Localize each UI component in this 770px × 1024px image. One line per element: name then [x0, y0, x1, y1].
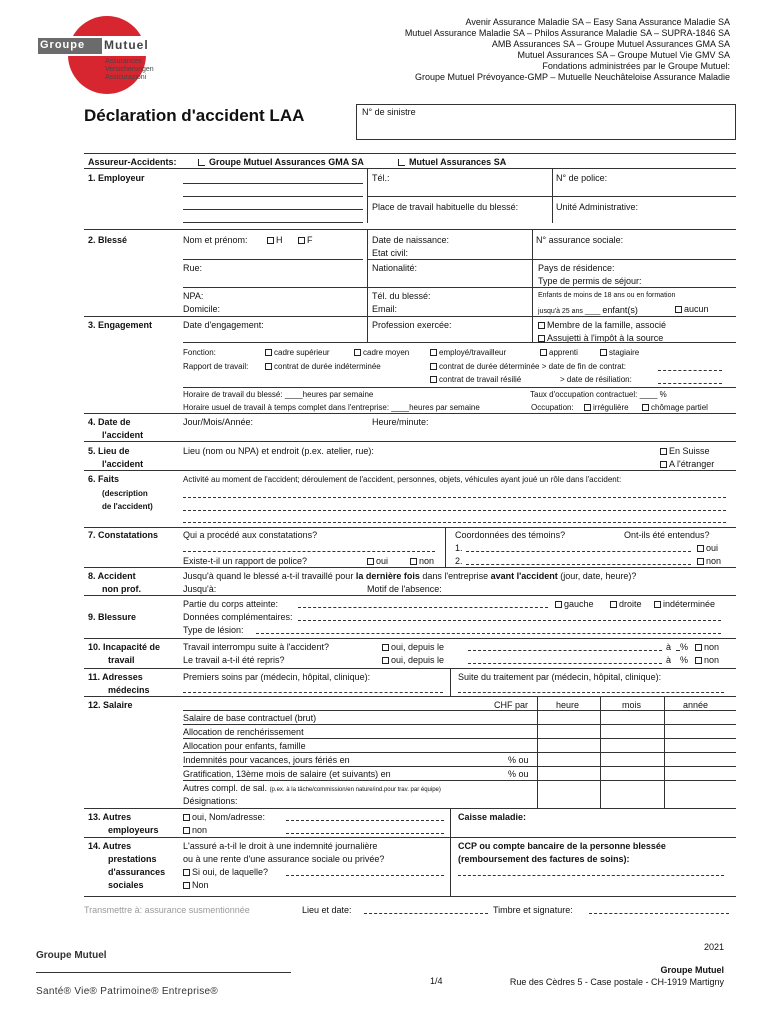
employer-line[interactable]	[183, 222, 363, 223]
divider	[183, 342, 736, 343]
type-lesion-line[interactable]	[256, 633, 721, 634]
checkbox-icon	[660, 461, 667, 468]
temoin-oui-checkbox[interactable]: oui	[697, 543, 718, 553]
horaire-usuel-label: Horaire usuel de travail à temps complet dans l'entreprise: ____heures par semaine	[183, 403, 480, 412]
interrompu-oui-checkbox[interactable]: oui, depuis le	[382, 642, 444, 652]
motif-label: Motif de l'absence:	[367, 584, 442, 594]
checkbox-icon	[642, 404, 649, 411]
section-faits: 6. Faits	[88, 474, 120, 484]
footer-rule	[36, 972, 291, 973]
nom-label: Nom et prénom:	[183, 235, 248, 245]
repris-label: Le travail a-t-il été repris?	[183, 655, 285, 665]
checkbox-icon	[430, 363, 437, 370]
resilie-checkbox[interactable]: contrat de travail résilié	[430, 375, 521, 384]
autres-non-checkbox[interactable]: non	[183, 825, 207, 835]
divider	[183, 387, 736, 388]
chomage-checkbox[interactable]: chômage partiel	[642, 403, 708, 412]
tel-blesse-label: Tél. du blessé:	[372, 291, 431, 301]
birth-label: Date de naissance:	[372, 235, 450, 245]
donnees-label: Données complémentaires:	[183, 612, 293, 622]
section-blesse: 2. Blessé	[88, 235, 128, 245]
lieu-date-label: Lieu et date:	[302, 905, 352, 915]
checkbox-icon	[654, 601, 661, 608]
section-employeur: 1. Employeur	[88, 173, 145, 183]
section-incapacite: 10. Incapacité de	[88, 642, 161, 652]
pct-label: %	[680, 655, 689, 665]
apprenti-checkbox[interactable]: apprenti	[540, 348, 578, 357]
checkbox-icon	[600, 349, 607, 356]
lieu-label: Lieu (nom ou NPA) et endroit (p.ex. atelier, rue):	[183, 446, 374, 456]
divider	[84, 696, 736, 697]
checkbox-icon	[183, 869, 190, 876]
checkbox-icon	[430, 376, 437, 383]
salaire-row: Gratification, 13ème mois de salaire (et suivants) en	[183, 769, 391, 779]
pct-ou-label: % ou	[508, 755, 529, 765]
checkbox-icon	[610, 601, 617, 608]
indemnite-question: L'assuré a-t-il le droit à une indemnité journalière	[183, 841, 378, 851]
enfants-age-label: jusqu'à 25 ans ____ enfant(s)	[538, 305, 638, 315]
sinistre-label: N° de sinistre	[362, 107, 416, 117]
checkbox-icon	[555, 601, 562, 608]
police-non-checkbox[interactable]: non	[410, 556, 434, 566]
donnees-line[interactable]	[298, 620, 721, 621]
ccp-line[interactable]	[458, 875, 724, 876]
interrompu-date-line[interactable]	[468, 650, 662, 651]
email-label: Email:	[372, 304, 398, 314]
footer-year: 2021	[704, 942, 725, 952]
qui-line[interactable]	[183, 551, 435, 552]
aucun-checkbox[interactable]: aucun	[675, 304, 709, 314]
caisse-maladie-label: Caisse maladie:	[458, 812, 527, 822]
autres-nom-line[interactable]	[286, 820, 444, 821]
temoin-1-label: 1.	[455, 543, 463, 553]
section-blessure: 9. Blessure	[88, 612, 137, 622]
section-date-2: l'accident	[102, 430, 144, 440]
partie-label: Partie du corps atteinte:	[183, 599, 279, 609]
divider	[183, 724, 736, 725]
section-faits-2: (description	[102, 489, 148, 498]
rue-label: Rue:	[183, 263, 203, 273]
mois-header: mois	[622, 700, 642, 710]
section-engagement: 3. Engagement	[88, 320, 153, 330]
permis-label: Type de permis de séjour:	[538, 276, 642, 286]
horaire-label: Horaire de travail du blessé: ____heures par semaine	[183, 390, 374, 399]
employer-line[interactable]	[183, 183, 363, 184]
membre-checkbox[interactable]: Membre de la famille, associé	[538, 320, 666, 330]
divider	[450, 808, 451, 896]
divider	[183, 766, 736, 767]
page-title: Déclaration d'accident LAA	[84, 106, 305, 125]
section-nonprof-2: non prof.	[102, 584, 141, 594]
qui-label: Qui a procédé aux constatations?	[183, 530, 318, 540]
assureur-option-gma[interactable]: Groupe Mutuel Assurances GMA SA	[198, 157, 364, 167]
occupation-label: Occupation:	[531, 403, 574, 412]
divider	[367, 196, 736, 197]
section-medecins-2: médecins	[108, 685, 150, 695]
temoins-label: Coordonnées des témoins?	[455, 530, 566, 540]
cadre-sup-checkbox[interactable]: cadre supérieur	[265, 348, 330, 357]
checkbox-icon	[354, 349, 361, 356]
section-faits-3: de l'accident)	[102, 502, 153, 511]
section-prestations-2: prestations	[108, 854, 157, 864]
company-line: Fondations administrées par le Groupe Mutuel:	[542, 61, 730, 71]
logo-word-groupe: Groupe	[40, 39, 86, 51]
repris-non-checkbox[interactable]: non	[695, 655, 719, 665]
nationalite-label: Nationalité:	[372, 263, 418, 273]
footer-company: Groupe Mutuel	[660, 965, 724, 975]
section-incapacite-2: travail	[108, 655, 135, 665]
indetermine-checkbox[interactable]: contrat de durée indéterminée	[265, 362, 381, 371]
taux-label: Taux d'occupation contractuel: ____ %	[530, 390, 667, 399]
employe-checkbox[interactable]: employé/travailleur	[430, 348, 506, 357]
rente-question: ou à une rente d'une assurance sociale ou privée?	[183, 854, 385, 864]
chf-par-header: CHF par	[494, 700, 529, 710]
checkbox-icon	[298, 237, 305, 244]
ccp-label-2: (remboursement des factures de soins):	[458, 854, 630, 864]
logo-sub-3: Assicurazioni	[105, 74, 147, 81]
entendus-label: Ont-ils été entendus?	[624, 530, 710, 540]
divider	[183, 259, 363, 260]
checkbox-icon	[198, 159, 205, 166]
signature-line[interactable]	[589, 913, 729, 914]
section-prestations-3: d'assurances	[108, 867, 166, 877]
divider	[532, 259, 533, 342]
checkbox-icon	[675, 306, 682, 313]
a-label: à	[666, 642, 672, 652]
checkbox-icon	[697, 545, 704, 552]
section-constatations: 7. Constatations	[88, 530, 159, 540]
divider	[84, 153, 736, 154]
faits-line[interactable]	[183, 497, 726, 498]
engagement-date-label: Date d'engagement:	[183, 320, 264, 330]
irreguliere-checkbox[interactable]: irrégulière	[584, 403, 629, 412]
fonction-label: Fonction:	[183, 348, 216, 357]
suite-traitement-label: Suite du traitement par (médecin, hôpital, clinique):	[458, 672, 662, 682]
checkbox-icon	[382, 657, 389, 664]
repris-oui-checkbox[interactable]: oui, depuis le	[382, 655, 444, 665]
company-line: Groupe Mutuel Prévoyance-GMP – Mutuelle Neuchâteloise Assurance Maladie	[415, 72, 730, 82]
section-lieu: 5. Lieu de	[88, 446, 130, 456]
checkbox-icon	[398, 159, 405, 166]
resiliation-label: > date de résiliation:	[560, 375, 632, 384]
section-lieu-2: l'accident	[102, 459, 144, 469]
footer-lines: Santé® Vie® Patrimoine® Entreprise®	[36, 986, 219, 997]
npa-label: NPA:	[183, 291, 204, 301]
interrompu-label: Travail interrompu suite à l'accident?	[183, 642, 329, 652]
si-oui-line[interactable]	[286, 875, 444, 876]
enfants-label: Enfants de moins de 18 ans ou en formation	[538, 292, 676, 299]
divider	[84, 638, 736, 639]
checkbox-icon	[265, 363, 272, 370]
rapport-label: Rapport de travail:	[183, 362, 249, 371]
divider	[183, 738, 736, 739]
checkbox-icon	[265, 349, 272, 356]
company-line: Mutuel Assurance Maladie SA – Philos Assurance Maladie SA – SUPRA-1846 SA	[404, 28, 730, 38]
jusqua-label: Jusqu'à:	[183, 584, 217, 594]
divider	[84, 808, 736, 809]
ccp-label: CCP ou compte bancaire de la personne blessée	[458, 841, 666, 851]
divider	[183, 780, 736, 781]
autres-nom-line-2[interactable]	[286, 833, 444, 834]
divider	[183, 710, 736, 711]
sex-f-checkbox[interactable]: F	[298, 235, 313, 245]
checkbox-icon	[695, 657, 702, 664]
date-label: Jour/Mois/Année:	[183, 417, 254, 427]
section-salaire: 12. Salaire	[88, 700, 133, 710]
section-date: 4. Date de	[88, 417, 131, 427]
unite-label: Unité Administrative:	[556, 202, 639, 212]
determine-checkbox[interactable]: contrat de durée déterminée > date de fin de contrat:	[430, 362, 626, 371]
checkbox-icon	[695, 644, 702, 651]
salaire-row: Indemnités pour vacances, jours fériés en	[183, 755, 350, 765]
police-oui-checkbox[interactable]: oui	[367, 556, 388, 566]
assureur-label: Assureur-Accidents:	[88, 157, 177, 167]
pct-ou-label: % ou	[508, 769, 529, 779]
profession-label: Profession exercée:	[372, 320, 452, 330]
indeterminee-checkbox[interactable]: indéterminée	[654, 599, 715, 609]
gauche-checkbox[interactable]: gauche	[555, 599, 594, 609]
company-line: Avenir Assurance Maladie SA – Easy Sana Assurance Maladie SA	[465, 17, 730, 27]
section-medecins: 11. Adresses	[88, 672, 143, 682]
temoin-2-line[interactable]	[466, 564, 691, 565]
divider	[84, 229, 736, 230]
divider	[84, 567, 736, 568]
repris-date-line[interactable]	[468, 663, 662, 664]
divider	[84, 527, 736, 528]
domicile-label: Domicile:	[183, 304, 221, 314]
employer-line[interactable]	[183, 196, 363, 197]
checkbox-icon	[382, 644, 389, 651]
checkbox-icon	[538, 322, 545, 329]
suite-traitement-line[interactable]	[458, 692, 724, 693]
checkbox-icon	[538, 335, 545, 342]
salaire-row: Désignations:	[183, 796, 238, 806]
checkbox-icon	[540, 349, 547, 356]
divider	[84, 441, 736, 442]
police-label: N° de police:	[556, 173, 608, 183]
checkbox-icon	[183, 882, 190, 889]
divider	[84, 470, 736, 471]
transmettre-label: Transmettre à: assurance susmentionnée	[84, 905, 250, 915]
assureur-option-mutuel[interactable]: Mutuel Assurances SA	[398, 157, 506, 167]
salaire-row: Autres compl. de sal. (p.ex. à la tâche/commission/en nature/ind.pour trav. par équipe)	[183, 783, 441, 793]
temoin-1-line[interactable]	[466, 551, 691, 552]
salaire-row: Allocation pour enfants, famille	[183, 741, 306, 751]
checkbox-icon	[367, 558, 374, 565]
checkbox-icon	[697, 558, 704, 565]
salaire-row: Allocation de renchérissement	[183, 727, 304, 737]
page-number: 1/4	[430, 976, 443, 986]
lieu-date-line[interactable]	[364, 913, 488, 914]
divider	[84, 316, 736, 317]
assujetti-checkbox[interactable]: Assujetti à l'impôt à la source	[538, 333, 663, 343]
divider	[183, 287, 736, 288]
salaire-row: Salaire de base contractuel (brut)	[183, 713, 317, 723]
heure-header: heure	[556, 700, 580, 710]
faits-line[interactable]	[183, 522, 726, 523]
type-lesion-label: Type de lésion:	[183, 625, 244, 635]
section-nonprof: 8. Accident	[88, 571, 136, 581]
divider	[367, 259, 736, 260]
checkbox-icon	[183, 814, 190, 821]
divider	[84, 668, 736, 669]
logo-sub-1: Assurances	[105, 58, 142, 65]
section-autres-employeurs-2: employeurs	[108, 825, 159, 835]
checkbox-icon	[183, 827, 190, 834]
checkbox-icon	[660, 448, 667, 455]
checkbox-icon	[430, 349, 437, 356]
section-prestations: 14. Autres	[88, 841, 132, 851]
divider	[183, 752, 736, 753]
sex-h-checkbox[interactable]: H	[267, 235, 283, 245]
pct-label: %	[680, 642, 689, 652]
divider	[84, 837, 736, 838]
section-prestations-4: sociales	[108, 880, 144, 890]
company-line: Mutuel Assurances SA – Groupe Mutuel Vie GMV SA	[517, 50, 730, 60]
autres-oui-checkbox[interactable]: oui, Nom/adresse:	[183, 812, 265, 822]
temoin-2-label: 2.	[455, 556, 463, 566]
divider	[445, 527, 446, 567]
divider	[84, 413, 736, 414]
company-line: AMB Assurances SA – Groupe Mutuel Assurances GMA SA	[491, 39, 730, 49]
derniere-fois-label: Jusqu'à quand le blessé a-t-il travaillé pour la dernière fois dans l'entreprise avant l'accident (jour, date, heure)?	[183, 571, 637, 581]
logo-word-mutuel: Mutuel	[104, 38, 149, 52]
annee-header: année	[683, 700, 709, 710]
si-oui-checkbox[interactable]: Si oui, de laquelle?	[183, 867, 268, 877]
prestations-non-checkbox[interactable]: Non	[183, 880, 209, 890]
suisse-checkbox[interactable]: En Suisse	[660, 446, 710, 456]
heure-label: Heure/minute:	[372, 417, 429, 427]
interrompu-non-checkbox[interactable]: non	[695, 642, 719, 652]
etranger-checkbox[interactable]: A l'étranger	[660, 459, 714, 469]
divider	[84, 896, 736, 897]
employer-line[interactable]	[183, 209, 363, 210]
workplace-label: Place de travail habituelle du blessé:	[372, 202, 519, 212]
premiers-soins-label: Premiers soins par (médecin, hôpital, clinique):	[183, 672, 371, 682]
company-list	[330, 17, 730, 83]
checkbox-icon	[584, 404, 591, 411]
divider	[84, 595, 736, 596]
etat-civil-label: Etat civil:	[372, 248, 409, 258]
footer-brand: Groupe Mutuel	[36, 950, 107, 961]
droite-checkbox[interactable]: droite	[610, 599, 642, 609]
a-label: à	[666, 655, 672, 665]
employer-tel-label: Tél.:	[372, 173, 390, 183]
faits-line[interactable]	[183, 510, 726, 511]
premiers-soins-line[interactable]	[183, 692, 443, 693]
partie-line[interactable]	[298, 607, 548, 608]
cadre-moy-checkbox[interactable]: cadre moyen	[354, 348, 409, 357]
rapport-police-label: Existe-t-il un rapport de police?	[183, 556, 308, 566]
activite-label: Activité au moment de l'accident; déroulement de l'accident, personnes, objets, véhicules ayant joué un rôle dans l'accident:	[183, 475, 622, 484]
divider	[367, 229, 368, 342]
temoin-non-checkbox[interactable]: non	[697, 556, 721, 566]
logo-sub-2: Versicherungen	[105, 66, 154, 73]
resiliation-line[interactable]	[658, 383, 722, 384]
residence-label: Pays de résidence:	[538, 263, 615, 273]
divider	[84, 168, 736, 169]
fin-contrat-line[interactable]	[658, 370, 722, 371]
divider	[532, 229, 533, 259]
footer-address: Rue des Cèdres 5 - Case postale - CH-1919 Martigny	[509, 977, 724, 987]
divider	[450, 668, 451, 696]
checkbox-icon	[267, 237, 274, 244]
stagiaire-checkbox[interactable]: stagiaire	[600, 348, 639, 357]
timbre-label: Timbre et signature:	[493, 905, 573, 915]
avs-label: N° assurance sociale:	[536, 235, 624, 245]
section-autres-employeurs: 13. Autres	[88, 812, 132, 822]
checkbox-icon	[410, 558, 417, 565]
